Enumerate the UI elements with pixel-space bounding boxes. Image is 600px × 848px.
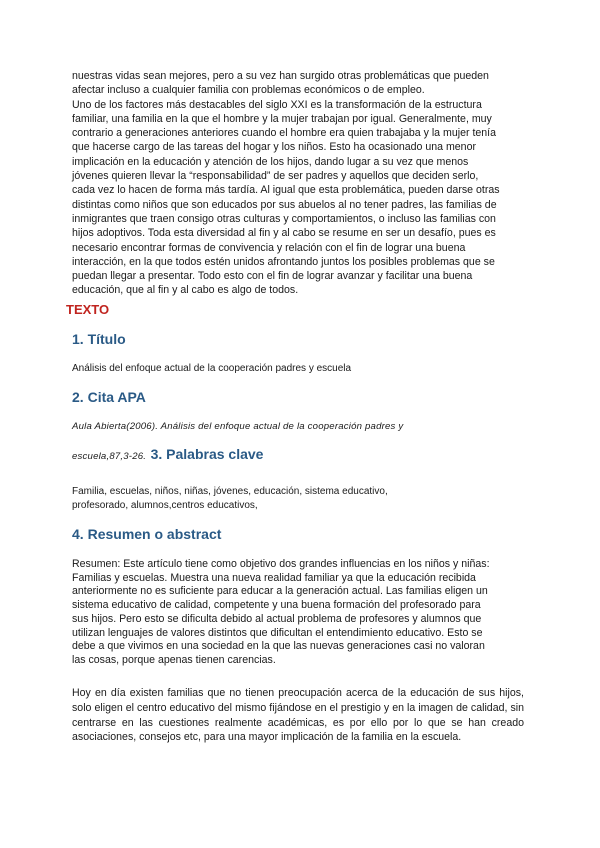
section-3-number: 3. [150, 446, 163, 462]
abstract-line: Familias y escuelas. Muestra una nueva realidad familiar ya que la educación recibida [72, 571, 476, 584]
intro-line: distintas como niños que son educados por sus abuelos al no tener padres, las familias de [72, 198, 497, 211]
section-3-title: Palabras clave [166, 446, 264, 462]
section-1-body: Análisis del enfoque actual de la cooperación padres y escuela [72, 363, 352, 374]
intro-line: implicación en la educación y atención de los hijos, dando lugar a su vez que menos [72, 155, 469, 168]
intro-line: contrario a generaciones anteriores cuando el hombre era quien trabajaba y la mujer tenía [72, 127, 497, 140]
section-1-heading [72, 331, 532, 347]
intro-line: jóvenes quieren llevar la “responsabilidad” de ser padres y aquellos que deciden serlo, [72, 170, 479, 183]
abstract-line: sistema educativo de calidad, competente y una buena formación del profesorado para [72, 599, 481, 612]
section-3-heading [151, 446, 264, 462]
abstract-line: Resumen: Este artículo tiene como objetivo dos grandes influencias en los niños y niñas: [72, 558, 490, 570]
intro-line: nuestras vidas sean mejores, pero a su vez han surgido otras problemáticas que pueden [72, 70, 489, 82]
section-2-number: 2. [72, 389, 84, 405]
abstract-line: las cosas, porque apenas tienen carencias. [72, 653, 276, 666]
section-1-title: Título [87, 331, 126, 347]
section-2-title: Cita APA [87, 389, 146, 405]
abstract-paragraph-1 [72, 558, 532, 668]
intro-line: hijos adoptivos. Toda esta diversidad al fin y al cabo se resume en ser un desafío, pues es [72, 227, 496, 240]
citation-and-keywords-heading [72, 446, 532, 464]
intro-line: interacción, en la que todos estén unidos afrontando juntos los posibles problemas que se [72, 255, 495, 268]
intro-line: educación, que al fin y al cabo es algo de todos. [72, 284, 299, 297]
keywords [72, 485, 532, 513]
keywords-line-1: Familia, escuelas, niños, niñas, jóvenes, educación, sistema educativo, [72, 486, 388, 497]
intro-line: Uno de los factores más destacables del siglo XXI es la transformación de la estructura [72, 98, 482, 111]
texto-heading: TEXTO [66, 302, 110, 317]
abstract-line: debe a que vivimos en una sociedad en la que las nuevas generaciones casi no valoran [72, 640, 485, 653]
abstract-line: utilizan lenguajes de valores distintos que dificultan el entendimiento educativo. Esto se [72, 626, 483, 639]
intro-line: afectar incluso a cualquier familia con problemas económicos o de empleo. [72, 84, 425, 97]
abstract-line: anteriormente no es suficiente para educar a la generación actual. Las familias eligen un [72, 585, 488, 598]
intro-line: puedan llegar a presentar. Todo esto con el fin de lograr avanzar y facilitar una buena [72, 270, 473, 283]
intro-line: inmigrantes que traen consigo otras culturas y comportamientos, o incluso las familias con [72, 212, 496, 225]
intro-line: que hacerse cargo de las tareas del hogar y los niños. Esto ha ocasionado una menor [72, 141, 476, 154]
keywords-line-2: profesorado, alumnos,centros educativos, [72, 500, 258, 511]
section-1-number: 1. [72, 331, 84, 347]
citation-line-1: Aula Abierta(2006). Análisis del enfoque actual de la cooperación padres y [72, 421, 404, 432]
section-2-heading [72, 389, 532, 405]
intro-line: cada vez lo hacen de forma más tardía. Al igual que esta problemática, pueden darse otras [72, 184, 500, 197]
section-4-heading [72, 526, 532, 542]
citation-line-2: escuela,87,3-26. [72, 451, 147, 462]
abstract-line: sus hijos. Pero esto se dificulta debido al actual problema de profesores y alumnos que [72, 612, 482, 625]
intro-paragraph [72, 69, 532, 298]
section-4-title: Resumen o abstract [87, 526, 222, 542]
intro-line: necesario encontrar formas de convivencia y relación con el fin de lograr una buena [72, 241, 466, 254]
abstract-paragraph-2: Hoy en día existen familias que no tienen preocupación acerca de la educación de sus hijos, solo eligen el centro educativo del mismo fijándose en el prestigio y en la imagen de calidad, sin centrarse en las cuestiones realmente académicas, es por ello por lo que se han creado asociaciones, consejos etc, para una mayor implicación de la familia en la escuela. [72, 687, 524, 744]
intro-line: familiar, una familia en la que el hombre y la mujer trabajan por igual. Generalmente, muy [72, 112, 492, 125]
section-4-number: 4. [72, 526, 84, 542]
